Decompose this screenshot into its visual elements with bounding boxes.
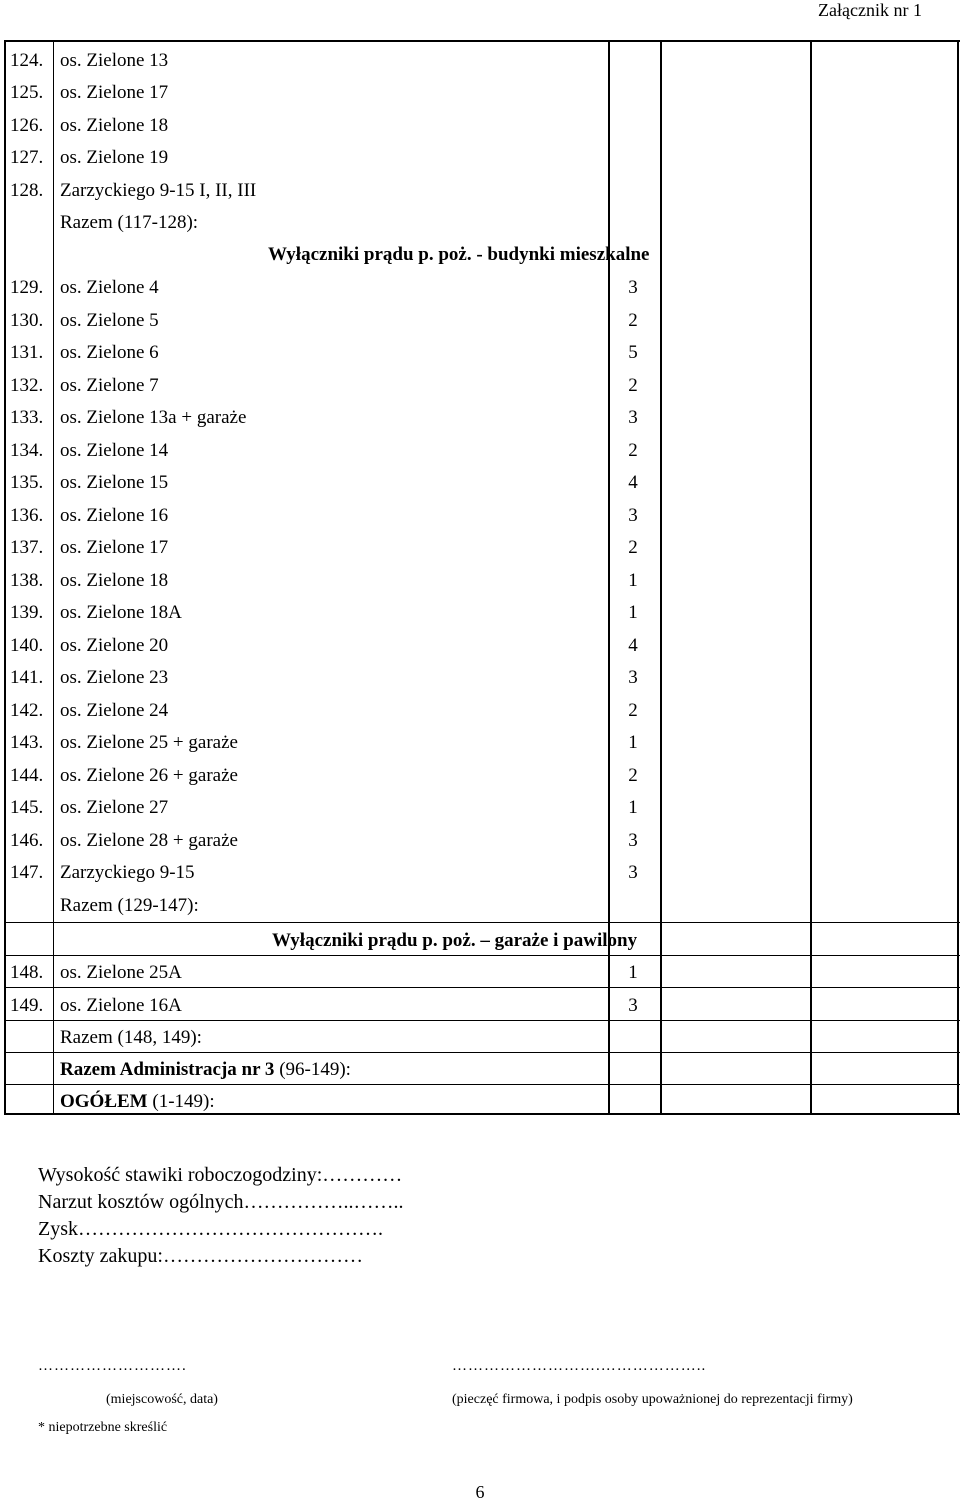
row-quantity: 3 [628, 830, 638, 851]
subtotal-administration-range: (96-149): [274, 1059, 351, 1080]
row-address: os. Zielone 14 [60, 440, 169, 461]
subtotal-148-149: Razem (148, 149): [60, 1027, 202, 1048]
row-quantity: 1 [628, 797, 638, 818]
row-number: 142. [10, 700, 44, 721]
row-address: os. Zielone 18 [60, 570, 169, 591]
row-quantity: 1 [628, 732, 638, 753]
row-number: 144. [10, 765, 44, 786]
row-quantity: 1 [628, 602, 638, 623]
row-address: Zarzyckiego 9-15 I, II, III [60, 180, 257, 201]
row-address: os. Zielone 25 + garaże [60, 732, 238, 753]
row-quantity: 2 [628, 765, 638, 786]
row-number: 135. [10, 472, 44, 493]
col-divider-qty [660, 40, 662, 1115]
table-border-bottom [4, 1113, 960, 1115]
row-number: 136. [10, 505, 44, 526]
row-number: 128. [10, 180, 44, 201]
price-table [0, 40, 960, 1115]
overhead-line: Narzut kosztów ogólnych……………..…….. [38, 1191, 404, 1213]
row-address: os. Zielone 26 + garaże [60, 765, 238, 786]
row-number: 137. [10, 537, 44, 558]
row-separator [4, 1084, 960, 1085]
row-quantity: 4 [628, 635, 638, 656]
col-divider-price [810, 40, 812, 1115]
row-number: 130. [10, 310, 44, 331]
row-number: 149. [10, 995, 44, 1016]
row-quantity: 2 [628, 700, 638, 721]
row-number: 147. [10, 862, 44, 883]
row-number: 139. [10, 602, 44, 623]
row-address: os. Zielone 13a + garaże [60, 407, 247, 428]
row-address: os. Zielone 19 [60, 147, 169, 168]
subtotal-administration [60, 1059, 351, 1081]
row-number: 127. [10, 147, 44, 168]
row-number: 125. [10, 82, 44, 103]
row-separator [4, 1020, 960, 1021]
row-quantity: 3 [628, 407, 638, 428]
row-address: os. Zielone 4 [60, 277, 159, 298]
row-quantity: 3 [628, 995, 638, 1016]
row-number: 148. [10, 962, 44, 983]
subtotal-117-128: Razem (117-128): [60, 212, 199, 233]
row-number: 134. [10, 440, 44, 461]
row-address: os. Zielone 17 [60, 82, 169, 103]
section-heading-garages-b: garaże i pawilony [489, 930, 638, 951]
row-quantity: 2 [628, 375, 638, 396]
row-separator [4, 987, 960, 988]
subtotal-129-147: Razem (129-147): [60, 895, 199, 916]
row-separator [4, 922, 960, 923]
row-separator [4, 955, 960, 956]
subtotal-administration-label: Razem Administracja nr 3 [60, 1059, 275, 1080]
place-date-dotted-line: ………………………. [38, 1358, 187, 1374]
row-quantity: 2 [628, 310, 638, 331]
row-address: os. Zielone 18A [60, 602, 182, 623]
row-address: os. Zielone 15 [60, 472, 169, 493]
footnote: * niepotrzebne skreślić [38, 1420, 168, 1435]
table-border-right [957, 40, 959, 1115]
section-heading-garages [272, 930, 637, 952]
place-date-caption: (miejscowość, data) [106, 1392, 218, 1407]
signature-caption: (pieczęć firmowa, i podpis osoby upoważnionej do reprezentacji firmy) [452, 1392, 853, 1407]
row-quantity: 3 [628, 505, 638, 526]
cost-parameters [38, 1162, 404, 1270]
labour-rate-line: Wysokość stawiki roboczogodziny:………… [38, 1164, 403, 1186]
page-number: 6 [475, 1482, 485, 1502]
row-address: os. Zielone 28 + garaże [60, 830, 238, 851]
row-quantity: 3 [628, 277, 638, 298]
profit-line: Zysk………………………………………. [38, 1218, 383, 1240]
row-quantity: 1 [628, 962, 638, 983]
row-address: os. Zielone 7 [60, 375, 159, 396]
row-quantity: 3 [628, 862, 638, 883]
row-quantity: 2 [628, 440, 638, 461]
row-number: 129. [10, 277, 44, 298]
table-border-top [4, 40, 960, 42]
row-address: os. Zielone 16 [60, 505, 169, 526]
row-address: os. Zielone 18 [60, 115, 169, 136]
row-number: 141. [10, 667, 44, 688]
row-number: 138. [10, 570, 44, 591]
row-address: os. Zielone 16A [60, 995, 182, 1016]
row-address: os. Zielone 6 [60, 342, 159, 363]
row-address: os. Zielone 5 [60, 310, 159, 331]
signature-dotted-line: ……………………….……………….. [452, 1358, 707, 1374]
purchase-cost-line: Koszty zakupu:………………………… [38, 1245, 363, 1267]
row-quantity: 4 [628, 472, 638, 493]
row-address: os. Zielone 13 [60, 50, 169, 71]
row-address: os. Zielone 20 [60, 635, 169, 656]
row-number: 124. [10, 50, 44, 71]
row-quantity: 1 [628, 570, 638, 591]
annex-label: Załącznik nr 1 [818, 0, 922, 20]
row-address: os. Zielone 24 [60, 700, 169, 721]
row-address: os. Zielone 25A [60, 962, 182, 983]
row-address: os. Zielone 27 [60, 797, 169, 818]
grand-total [60, 1091, 215, 1113]
row-number: 132. [10, 375, 44, 396]
row-number: 145. [10, 797, 44, 818]
section-heading-garages-dash: – [480, 930, 490, 951]
row-quantity: 5 [628, 342, 638, 363]
row-number: 143. [10, 732, 44, 753]
section-heading-residential: Wyłączniki prądu p. poż. - budynki mieszkalne [268, 244, 650, 265]
section-heading-garages-a: Wyłączniki prądu p. poż. [272, 930, 476, 951]
table-border-left [4, 40, 6, 1115]
row-address: os. Zielone 17 [60, 537, 169, 558]
row-number: 126. [10, 115, 44, 136]
row-address: Zarzyckiego 9-15 [60, 862, 195, 883]
row-quantity: 2 [628, 537, 638, 558]
row-quantity: 3 [628, 667, 638, 688]
row-number: 131. [10, 342, 44, 363]
grand-total-range: (1-149): [147, 1091, 215, 1112]
row-separator [4, 1052, 960, 1053]
row-number: 146. [10, 830, 44, 851]
grand-total-label: OGÓŁEM [60, 1091, 148, 1112]
row-address: os. Zielone 23 [60, 667, 169, 688]
row-number: 133. [10, 407, 44, 428]
row-number: 140. [10, 635, 44, 656]
